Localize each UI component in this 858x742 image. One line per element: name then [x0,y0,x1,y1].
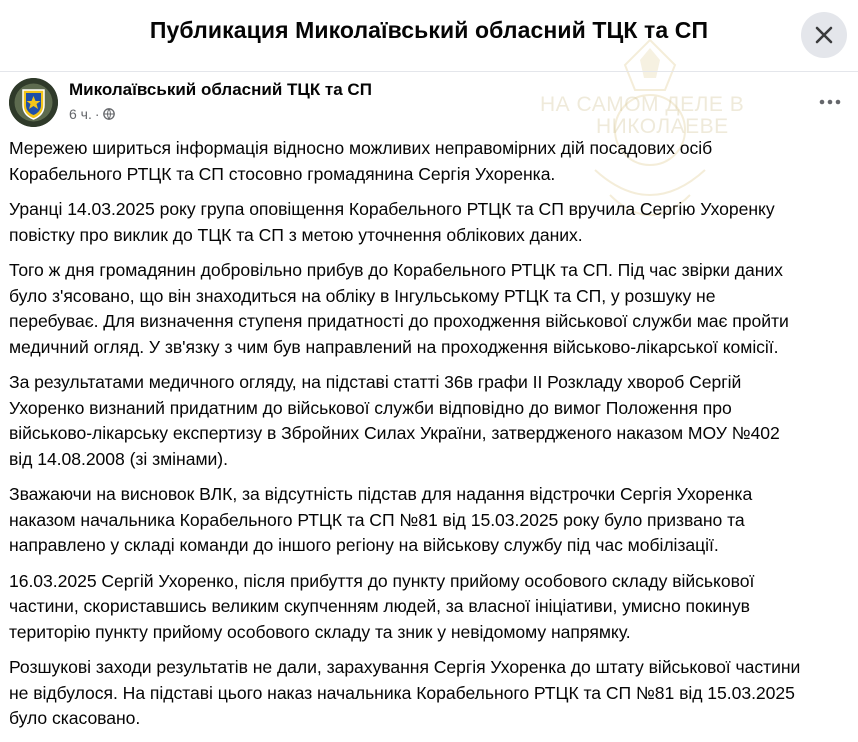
dialog-title: Публикация Миколаївський обласний ТЦК та СП [149,17,709,43]
post-meta [69,106,115,122]
post-paragraph: Розшукові заходи результатів не дали, зарахування Сергія Ухоренка до штату військової частини не відбулося. На підставі цього наказ начальника Корабельного РТЦК та СП №81 від 15.03.2025 було скасовано. [9,657,801,728]
post-paragraph: Мережею шириться інформація відносно можливих неправомірних дій посадових осіб Корабельного РТЦК та СП стосовно громадянина Сергія Ухоренка. [9,138,713,184]
post-author-name[interactable]: Миколаївський обласний ТЦК та СП [69,80,372,99]
post-options-button[interactable] [812,88,848,116]
close-button[interactable] [801,12,847,58]
meta-separator: · [94,106,100,122]
post-paragraph: Уранці 14.03.2025 року група оповіщення Корабельного РТЦК та СП вручила Сергію Ухоренку повістку про виклик до ТЦК та СП з метою уточнення облікових даних. [9,199,775,245]
shield-emblem-icon [9,78,58,127]
post-time[interactable]: 6 ч. [69,106,92,122]
post-paragraph: 16.03.2025 Сергій Ухоренко, після прибуття до пункту прийому особового складу військової частини, скориставшись великим скупченням людей, за власної ініціативи, умисно покинув територію пункту прийому особового складу та зник у невідомому напрямку. [9,570,755,642]
dialog-header [0,0,858,72]
post-paragraph: Зважаючи на висновок ВЛК, за відсутність підстав для надання відстрочки Сергія Ухоренка наказом начальника Корабельного РТЦК та СП №81 від 15.03.2025 року було призвано та направлено у складі команди до іншого регіону на військову службу під час мобілізації. [9,484,753,555]
more-dots-icon [819,99,841,105]
author-avatar[interactable] [9,78,58,127]
post-body [9,136,854,742]
post-paragraph: За результатами медичного огляду, на підставі статті 36в графи ІІ Розкладу хвороб Сергій Ухоренко визнаний придатним до військової служби відповідно до вимог Положення про військово-лікарську експертизу в Збройних Силах України, затвердженого наказом МОУ №402 від 14.08.2008 (зі змінами). [9,372,780,469]
post-paragraph: Того ж дня громадянин добровільно прибув до Корабельного РТЦК та СП. Під час звірки даних було з'ясовано, що він знаходиться на обліку в Інгульському РТЦК та СП, у розшуку не перебуває. Для визначення ступеня придатності до проходження військової служби має пройти медичний огляд. У зв'язку з чим був направлений на проходження військово-лікарської комісії. [9,260,789,357]
close-icon [814,25,834,45]
globe-icon [103,108,115,120]
watermark-text: НА САМОМ ДЕЛЕ В НИКОЛАЕВЕ [540,93,745,138]
